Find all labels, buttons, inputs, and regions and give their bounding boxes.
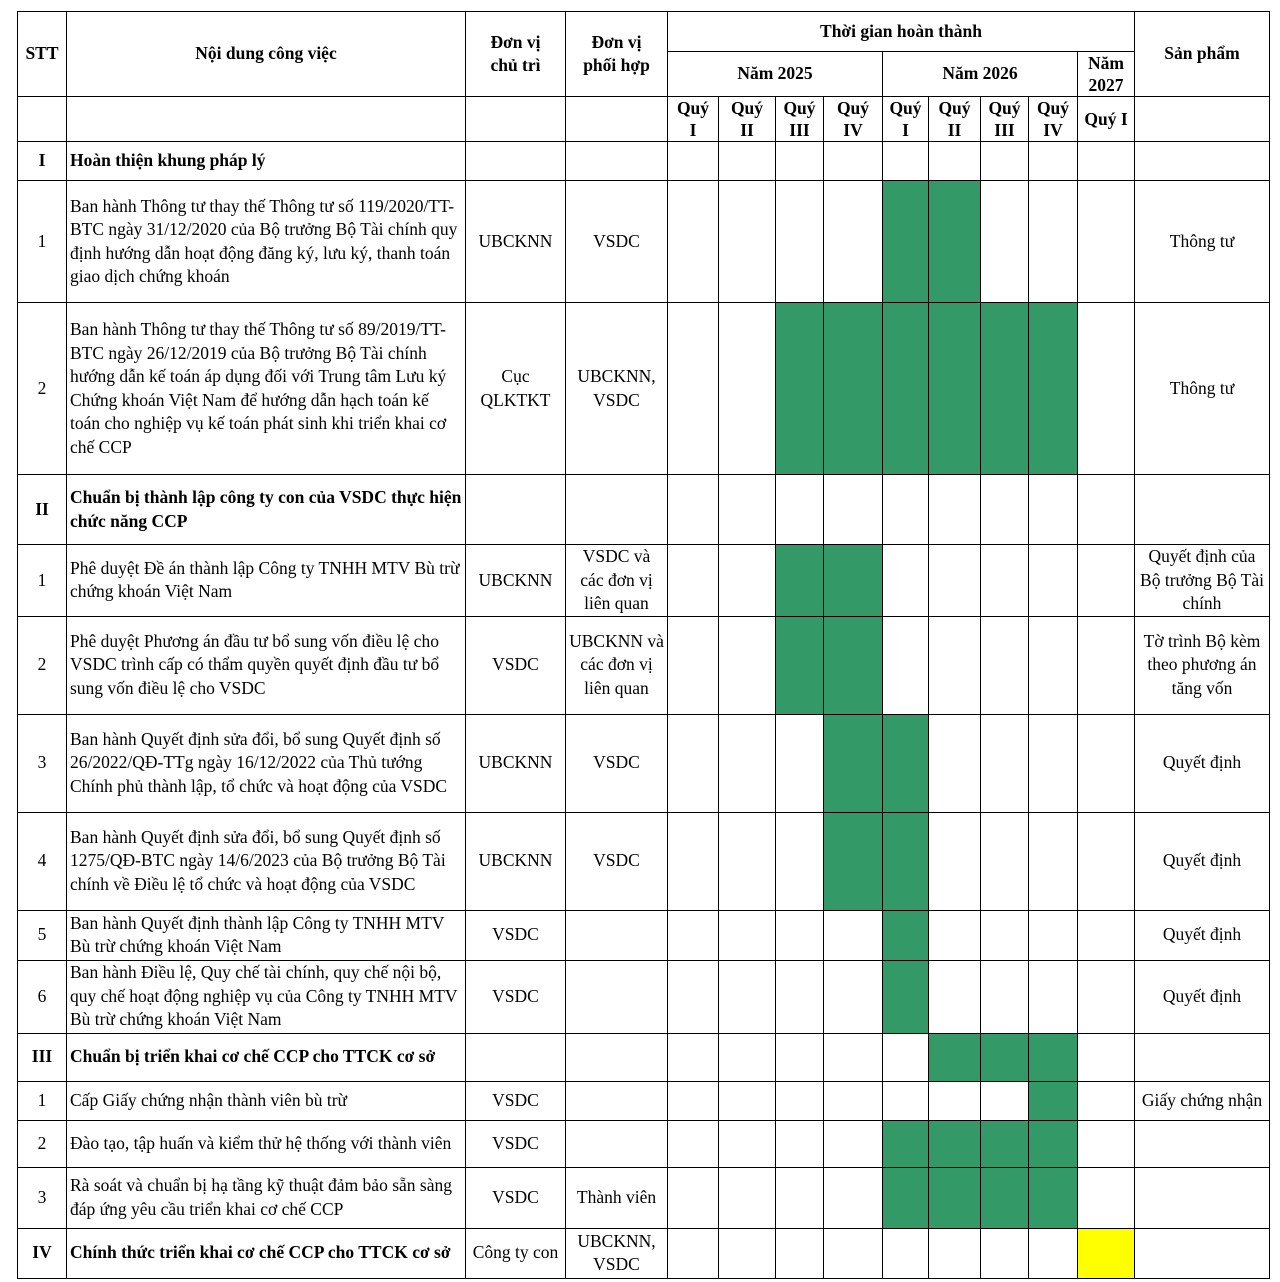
lead-unit: UBCKNN: [466, 181, 566, 303]
scheduled-quarter-cell: [1029, 303, 1078, 475]
section-title: Chính thức triển khai cơ chế CCP cho TTCK cơ sở: [67, 1228, 466, 1278]
row-number: IV: [18, 1228, 67, 1278]
lead-unit: VSDC: [466, 1167, 566, 1228]
quarter-cell: [719, 812, 776, 910]
quarter-cell: [668, 475, 719, 545]
header-stt-blank: [18, 97, 67, 142]
quarter-cell: [719, 1033, 776, 1081]
quarter-cell: [981, 616, 1029, 714]
scheduled-quarter-cell: [929, 181, 981, 303]
quarter-cell: [824, 1033, 883, 1081]
quarter-cell: [1078, 960, 1135, 1033]
product: [1135, 1167, 1270, 1228]
section-row: [18, 1228, 1270, 1278]
product: Quyết định: [1135, 960, 1270, 1033]
task-description: Cấp Giấy chứng nhận thành viên bù trừ: [67, 1081, 466, 1120]
task-row: [18, 910, 1270, 960]
lead-unit: [466, 475, 566, 545]
scheduled-quarter-cell: [883, 181, 929, 303]
product: [1135, 1228, 1270, 1278]
coop-unit: VSDC: [566, 714, 668, 812]
coop-unit: [566, 1081, 668, 1120]
header-year-2027: Năm 2027: [1078, 52, 1135, 97]
coop-unit: [566, 475, 668, 545]
coop-unit: VSDC: [566, 181, 668, 303]
quarter-cell: [1078, 812, 1135, 910]
section-row: [18, 142, 1270, 181]
quarter-cell: [824, 960, 883, 1033]
product: Quyết định: [1135, 910, 1270, 960]
quarter-cell: [776, 181, 824, 303]
header-content-blank: [67, 97, 466, 142]
quarter-2025-3: Quý III: [776, 97, 824, 142]
product: Quyết định: [1135, 812, 1270, 910]
task-row: [18, 1081, 1270, 1120]
task-description: Ban hành Quyết định thành lập Công ty TNHH MTV Bù trừ chứng khoán Việt Nam: [67, 910, 466, 960]
quarter-cell: [776, 1167, 824, 1228]
quarter-2026-2: Quý II: [929, 97, 981, 142]
quarter-cell: [668, 910, 719, 960]
scheduled-quarter-cell: [776, 303, 824, 475]
lead-unit: VSDC: [466, 1081, 566, 1120]
quarter-cell: [776, 910, 824, 960]
lead-unit: Cục QLKTKT: [466, 303, 566, 475]
scheduled-quarter-cell: [929, 1120, 981, 1167]
coop-unit: VSDC: [566, 812, 668, 910]
quarter-cell: [668, 142, 719, 181]
scheduled-quarter-cell: [1029, 1033, 1078, 1081]
quarter-cell: [981, 960, 1029, 1033]
scheduled-quarter-cell: [883, 714, 929, 812]
scheduled-quarter-cell: [883, 910, 929, 960]
quarter-cell: [929, 1081, 981, 1120]
task-description: Ban hành Quyết định sửa đổi, bổ sung Quyết định số 1275/QĐ-BTC ngày 14/6/2023 của Bộ trưởng Bộ Tài chính về Điều lệ tổ chức và hoạt động của VSDC: [67, 812, 466, 910]
task-description: Ban hành Quyết định sửa đổi, bổ sung Quyết định số 26/2022/QĐ-TTg ngày 16/12/2022 của Thủ tướng Chính phủ thành lập, tổ chức và hoạt động của VSDC: [67, 714, 466, 812]
quarter-cell: [1078, 1167, 1135, 1228]
lead-unit: VSDC: [466, 960, 566, 1033]
task-row: [18, 960, 1270, 1033]
scheduled-quarter-cell: [824, 303, 883, 475]
quarter-cell: [883, 1081, 929, 1120]
quarter-cell: [719, 303, 776, 475]
task-description: Ban hành Điều lệ, Quy chế tài chính, quy chế nội bộ, quy chế hoạt động nghiệp vụ của Công ty TNHH MTV Bù trừ chứng khoán Việt Nam: [67, 960, 466, 1033]
quarter-cell: [981, 714, 1029, 812]
quarter-cell: [668, 545, 719, 617]
quarter-cell: [981, 1081, 1029, 1120]
quarter-2025-2: Quý II: [719, 97, 776, 142]
header-year-2026: Năm 2026: [883, 52, 1078, 97]
product: [1135, 142, 1270, 181]
quarter-cell: [719, 142, 776, 181]
quarter-cell: [981, 910, 1029, 960]
product: [1135, 1120, 1270, 1167]
quarter-cell: [1029, 181, 1078, 303]
coop-unit: UBCKNN và các đơn vị liên quan: [566, 616, 668, 714]
quarter-cell: [719, 1081, 776, 1120]
quarter-cell: [668, 616, 719, 714]
quarter-cell: [1078, 303, 1135, 475]
scheduled-quarter-cell: [929, 303, 981, 475]
task-description: Phê duyệt Phương án đầu tư bổ sung vốn điều lệ cho VSDC trình cấp có thẩm quyền quyết định đầu tư bổ sung vốn điều lệ cho VSDC: [67, 616, 466, 714]
row-number: 1: [18, 545, 67, 617]
scheduled-quarter-cell: [929, 1167, 981, 1228]
scheduled-quarter-cell: [981, 1033, 1029, 1081]
task-row: [18, 812, 1270, 910]
row-number: 2: [18, 1120, 67, 1167]
quarter-cell: [776, 1120, 824, 1167]
section-title: Hoàn thiện khung pháp lý: [67, 142, 466, 181]
quarter-cell: [883, 1033, 929, 1081]
quarter-cell: [668, 1033, 719, 1081]
row-number: 2: [18, 303, 67, 475]
quarter-cell: [929, 910, 981, 960]
scheduled-quarter-cell: [981, 1167, 1029, 1228]
task-row: [18, 616, 1270, 714]
quarter-cell: [1029, 714, 1078, 812]
quarter-cell: [1078, 616, 1135, 714]
table-body: [18, 142, 1270, 1279]
scheduled-quarter-cell: [883, 1167, 929, 1228]
quarter-2027-1: Quý I: [1078, 97, 1135, 142]
quarter-cell: [883, 142, 929, 181]
quarter-cell: [719, 545, 776, 617]
lead-unit: UBCKNN: [466, 714, 566, 812]
row-number: 4: [18, 812, 67, 910]
quarter-cell: [824, 475, 883, 545]
quarter-cell: [719, 1228, 776, 1278]
coop-unit: [566, 142, 668, 181]
quarter-cell: [776, 1081, 824, 1120]
quarter-cell: [776, 1033, 824, 1081]
quarter-cell: [668, 1228, 719, 1278]
coop-unit: [566, 960, 668, 1033]
quarter-cell: [1078, 1081, 1135, 1120]
product: Thông tư: [1135, 303, 1270, 475]
quarter-cell: [719, 714, 776, 812]
quarter-cell: [1029, 545, 1078, 617]
quarter-cell: [776, 142, 824, 181]
row-number: 3: [18, 714, 67, 812]
lead-unit: [466, 142, 566, 181]
header-content: Nội dung công việc: [67, 12, 466, 97]
scheduled-quarter-cell: [824, 812, 883, 910]
task-row: [18, 303, 1270, 475]
quarter-cell: [719, 910, 776, 960]
task-description: Ban hành Thông tư thay thế Thông tư số 89/2019/TT-BTC ngày 26/12/2019 của Bộ trưởng Bộ Tài chính hướng dẫn kế toán áp dụng đối với Trung tâm Lưu ký Chứng khoán Việt Nam để hướng dẫn hạch toán kế toán cho nghiệp vụ kế toán phát sinh khi triển khai cơ chế CCP: [67, 303, 466, 475]
product: Quyết định: [1135, 714, 1270, 812]
quarter-cell: [929, 960, 981, 1033]
quarter-cell: [668, 1120, 719, 1167]
task-description: Rà soát và chuẩn bị hạ tầng kỹ thuật đảm bảo sẵn sàng đáp ứng yêu cầu triển khai cơ chế CCP: [67, 1167, 466, 1228]
quarter-cell: [1029, 1228, 1078, 1278]
table-header: [18, 12, 1270, 142]
quarter-cell: [719, 1120, 776, 1167]
section-title: Chuẩn bị triển khai cơ chế CCP cho TTCK cơ sở: [67, 1033, 466, 1081]
quarter-cell: [883, 545, 929, 617]
quarter-cell: [929, 812, 981, 910]
header-coop-unit: Đơn vị phối hợp: [566, 12, 668, 97]
lead-unit: UBCKNN: [466, 545, 566, 617]
quarter-cell: [668, 960, 719, 1033]
quarter-cell: [1029, 475, 1078, 545]
scheduled-quarter-cell: [883, 303, 929, 475]
quarter-cell: [1078, 1033, 1135, 1081]
task-description: Phê duyệt Đề án thành lập Công ty TNHH MTV Bù trừ chứng khoán Việt Nam: [67, 545, 466, 617]
row-number: 5: [18, 910, 67, 960]
quarter-cell: [668, 714, 719, 812]
scheduled-quarter-cell: [824, 545, 883, 617]
quarter-cell: [824, 181, 883, 303]
scheduled-quarter-cell: [1029, 1120, 1078, 1167]
header-product: Sản phẩm: [1135, 12, 1270, 97]
lead-unit: UBCKNN: [466, 812, 566, 910]
row-number: II: [18, 475, 67, 545]
quarter-cell: [929, 545, 981, 617]
scheduled-quarter-cell: [1029, 1081, 1078, 1120]
quarter-cell: [776, 960, 824, 1033]
quarter-cell: [824, 910, 883, 960]
scheduled-quarter-cell: [883, 1120, 929, 1167]
quarter-cell: [1078, 1120, 1135, 1167]
product: Quyết định của Bộ trưởng Bộ Tài chính: [1135, 545, 1270, 617]
row-number: 6: [18, 960, 67, 1033]
coop-unit: [566, 910, 668, 960]
row-number: I: [18, 142, 67, 181]
quarter-cell: [1078, 142, 1135, 181]
header-stt: STT: [18, 12, 67, 97]
quarter-cell: [719, 1167, 776, 1228]
quarter-cell: [929, 142, 981, 181]
quarter-cell: [929, 1228, 981, 1278]
quarter-cell: [776, 475, 824, 545]
quarter-2026-4: Quý IV: [1029, 97, 1078, 142]
lead-unit: VSDC: [466, 1120, 566, 1167]
quarter-cell: [929, 475, 981, 545]
quarter-cell: [824, 1228, 883, 1278]
row-number: 2: [18, 616, 67, 714]
quarter-cell: [883, 1228, 929, 1278]
coop-unit: [566, 1120, 668, 1167]
quarter-2026-1: Quý I: [883, 97, 929, 142]
coop-unit: [566, 1033, 668, 1081]
lead-unit: [466, 1033, 566, 1081]
quarter-2025-1: Quý I: [668, 97, 719, 142]
scheduled-quarter-cell: [981, 1120, 1029, 1167]
quarter-cell: [776, 714, 824, 812]
lead-unit: VSDC: [466, 910, 566, 960]
quarter-cell: [668, 181, 719, 303]
scheduled-quarter-cell: [929, 1033, 981, 1081]
quarter-cell: [929, 714, 981, 812]
quarter-cell: [981, 142, 1029, 181]
quarter-cell: [883, 475, 929, 545]
quarter-cell: [1078, 181, 1135, 303]
quarter-cell: [1078, 545, 1135, 617]
coop-unit: UBCKNN, VSDC: [566, 1228, 668, 1278]
task-row: [18, 1167, 1270, 1228]
quarter-header-row: [18, 97, 1270, 142]
row-number: 1: [18, 181, 67, 303]
lead-unit: Công ty con: [466, 1228, 566, 1278]
scheduled-quarter-cell: [883, 812, 929, 910]
header-coop-blank: [566, 97, 668, 142]
scheduled-quarter-cell: [1029, 1167, 1078, 1228]
scheduled-quarter-cell: [883, 960, 929, 1033]
task-row: [18, 181, 1270, 303]
section-title: Chuẩn bị thành lập công ty con của VSDC thực hiện chức năng CCP: [67, 475, 466, 545]
task-description: Đào tạo, tập huấn và kiểm thử hệ thống với thành viên: [67, 1120, 466, 1167]
scheduled-quarter-cell: [776, 616, 824, 714]
quarter-cell: [981, 475, 1029, 545]
header-timeline: Thời gian hoàn thành: [668, 12, 1135, 52]
task-description: Ban hành Thông tư thay thế Thông tư số 119/2020/TT-BTC ngày 31/12/2020 của Bộ trưởng Bộ Tài chính quy định hướng dẫn hoạt động đăng ký, lưu ký, thanh toán giao dịch chứng khoán: [67, 181, 466, 303]
quarter-cell: [719, 475, 776, 545]
quarter-cell: [776, 1228, 824, 1278]
header-product-blank: [1135, 97, 1270, 142]
quarter-2025-4: Quý IV: [824, 97, 883, 142]
product: Giấy chứng nhận: [1135, 1081, 1270, 1120]
quarter-cell: [883, 616, 929, 714]
quarter-cell: [668, 1167, 719, 1228]
quarter-cell: [824, 1081, 883, 1120]
scheduled-quarter-cell: [776, 545, 824, 617]
quarter-cell: [1029, 142, 1078, 181]
header-lead-unit: Đơn vị chủ trì: [466, 12, 566, 97]
quarter-cell: [1029, 910, 1078, 960]
lead-unit: VSDC: [466, 616, 566, 714]
scheduled-quarter-cell: [1078, 1228, 1135, 1278]
scheduled-quarter-cell: [824, 616, 883, 714]
task-row: [18, 1120, 1270, 1167]
product: [1135, 1033, 1270, 1081]
quarter-cell: [668, 1081, 719, 1120]
implementation-plan-table: [17, 11, 1270, 1279]
quarter-cell: [1029, 812, 1078, 910]
coop-unit: VSDC và các đơn vị liên quan: [566, 545, 668, 617]
task-row: [18, 545, 1270, 617]
quarter-cell: [668, 812, 719, 910]
section-row: [18, 475, 1270, 545]
quarter-cell: [668, 303, 719, 475]
quarter-cell: [1029, 616, 1078, 714]
scheduled-quarter-cell: [824, 714, 883, 812]
row-number: III: [18, 1033, 67, 1081]
quarter-2026-3: Quý III: [981, 97, 1029, 142]
quarter-cell: [719, 181, 776, 303]
quarter-cell: [1078, 475, 1135, 545]
section-row: [18, 1033, 1270, 1081]
coop-unit: UBCKNN, VSDC: [566, 303, 668, 475]
quarter-cell: [824, 1167, 883, 1228]
quarter-cell: [981, 181, 1029, 303]
product: [1135, 475, 1270, 545]
coop-unit: Thành viên: [566, 1167, 668, 1228]
quarter-cell: [1078, 714, 1135, 812]
product: Thông tư: [1135, 181, 1270, 303]
quarter-cell: [824, 142, 883, 181]
quarter-cell: [981, 545, 1029, 617]
row-number: 1: [18, 1081, 67, 1120]
quarter-cell: [719, 616, 776, 714]
task-row: [18, 714, 1270, 812]
quarter-cell: [776, 812, 824, 910]
row-number: 3: [18, 1167, 67, 1228]
quarter-cell: [1029, 960, 1078, 1033]
quarter-cell: [1078, 910, 1135, 960]
quarter-cell: [719, 960, 776, 1033]
quarter-cell: [981, 1228, 1029, 1278]
quarter-cell: [929, 616, 981, 714]
scheduled-quarter-cell: [981, 303, 1029, 475]
header-year-2025: Năm 2025: [668, 52, 883, 97]
product: Tờ trình Bộ kèm theo phương án tăng vốn: [1135, 616, 1270, 714]
header-lead-blank: [466, 97, 566, 142]
quarter-cell: [981, 812, 1029, 910]
quarter-cell: [824, 1120, 883, 1167]
